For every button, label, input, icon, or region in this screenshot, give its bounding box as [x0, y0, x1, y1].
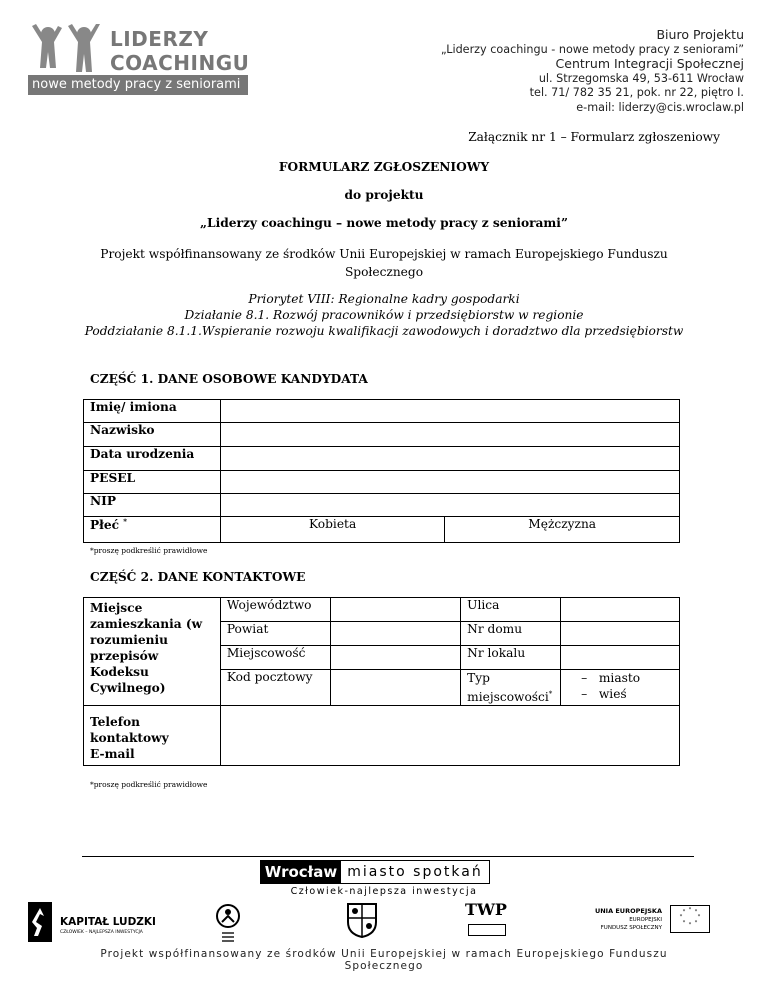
office-line: Centrum Integracji Społecznej [555, 56, 744, 72]
svg-text:*: * [694, 920, 698, 926]
cis-logo-icon [214, 902, 244, 946]
contact-data-table [83, 597, 680, 766]
svg-text:*: * [688, 922, 692, 928]
kapital-title: KAPITAŁ LUDZKI [60, 916, 156, 928]
surname-field[interactable] [220, 423, 679, 447]
footer-divider [82, 856, 694, 857]
first-name-field[interactable] [220, 400, 679, 423]
project-name: „Liderzy coachingu – nowe metody pracy z seniorami” [200, 216, 568, 230]
priority-block [60, 291, 708, 339]
office-line: tel. 71/ 782 35 21, pok. nr 22, piętro I. [529, 86, 744, 100]
house-number-field[interactable] [561, 622, 680, 646]
spotkan-word: miasto spotkań [347, 864, 483, 880]
priority-line: Działanie 8.1. Rozwój pracowników i przedsiębiorstw w regionie [184, 308, 584, 322]
street-field[interactable] [561, 598, 680, 622]
form-title: FORMULARZ ZGŁOSZENIOWY [278, 160, 490, 174]
gender-option-female[interactable]: Kobieta [220, 517, 445, 543]
eu-logo [582, 905, 722, 941]
personal-data-table [83, 399, 680, 543]
field-label: Nr lokalu [461, 646, 561, 670]
priority-line: Poddziałanie 8.1.1.Wspieranie rozwoju kwalifikacji zawodowych i doradztwo dla przedsiębiorstw [84, 324, 684, 338]
eu-flag-icon [670, 905, 710, 933]
email-label: E-mail [90, 747, 135, 762]
kapital-ludzki-logo [28, 900, 178, 944]
type-label: Typ miejscowości [467, 671, 549, 705]
field-label: Imię/ imiona [84, 400, 221, 423]
logo-tagline: nowe metody pracy z seniorami [28, 75, 248, 95]
wroclaw-word: Wrocław [261, 861, 341, 883]
twp-logo [464, 900, 508, 944]
attachment-label: Załącznik nr 1 – Formularz zgłoszeniowy [468, 130, 720, 144]
field-label: PESEL [84, 471, 221, 494]
office-line: ul. Strzegomska 49, 53-611 Wrocław [538, 71, 744, 85]
pesel-field[interactable] [220, 471, 679, 494]
field-label: Miejscowość [220, 646, 330, 670]
section2-note: *proszę podkreślić prawidłowe [90, 780, 208, 789]
office-line: Biuro Projektu [656, 27, 744, 42]
office-address [414, 28, 744, 116]
wroclaw-crest-icon [346, 902, 378, 938]
office-line: e-mail: liderzy@cis.wroclaw.pl [576, 100, 744, 114]
project-logo [28, 22, 248, 94]
gender-mark: * [123, 517, 127, 526]
svg-text:*: * [679, 914, 683, 920]
voivodeship-field[interactable] [330, 598, 460, 622]
priority-line: Priorytet VIII: Regionalne kadry gospodarki [248, 292, 520, 306]
wroclaw-logo [260, 860, 490, 884]
field-label: Ulica [461, 598, 561, 622]
eu-sub1: EUROPEJSKI [629, 917, 662, 923]
logo-line1: LIDERZY [110, 27, 209, 51]
option-city-label: miasto [598, 671, 641, 685]
field-label: Kod pocztowy [220, 670, 330, 706]
field-label: NIP [84, 494, 221, 517]
field-label: Powiat [220, 622, 330, 646]
phone-email-field[interactable] [220, 706, 679, 766]
field-label: Data urodzenia [84, 447, 221, 471]
phone-email-cell [84, 706, 221, 766]
birth-date-field[interactable] [220, 447, 679, 471]
twp-book-icon [468, 924, 506, 936]
svg-text:*: * [682, 909, 686, 915]
eu-sub2: FUNDUSZ SPOŁECZNY [600, 925, 662, 931]
svg-text:*: * [694, 909, 698, 915]
type-label-cell [461, 670, 561, 706]
cofinance-text: Projekt współfinansowany ze środków Unii Europejskiej w ramach Europejskiego Funduszu Społecznego [100, 247, 668, 279]
svg-text:*: * [682, 920, 686, 926]
option-city[interactable]: – miasto [581, 671, 641, 685]
office-line: „Liderzy coachingu - nowe metody pracy z seniorami” [440, 42, 744, 56]
slogan: Człowiek-najlepsza inwestycja [290, 886, 478, 897]
gender-label-cell [84, 517, 221, 543]
section1-heading: CZĘŚĆ 1. DANE OSOBOWE KANDYDATA [90, 372, 368, 386]
settlement-type-options [561, 670, 680, 706]
type-mark: * [548, 690, 553, 698]
logo-line2: COACHINGU [110, 51, 250, 75]
apartment-field[interactable] [561, 646, 680, 670]
svg-text:*: * [697, 914, 701, 920]
county-field[interactable] [330, 622, 460, 646]
option-village[interactable]: – wieś [581, 687, 627, 701]
phone-label: Telefon kontaktowy [90, 715, 169, 746]
nip-field[interactable] [220, 494, 679, 517]
kapital-ludzki-icon [28, 902, 52, 942]
residence-label: Miejsce zamieszkania (w rozumieniu przepisów Kodeksu Cywilnego) [84, 598, 221, 706]
town-field[interactable] [330, 646, 460, 670]
section1-note: *proszę podkreślić prawidłowe [90, 546, 208, 555]
field-label: Nr domu [461, 622, 561, 646]
kapital-subtitle: CZŁOWIEK – NAJLEPSZA INWESTYCJA [60, 930, 143, 935]
svg-text:*: * [688, 907, 692, 913]
gender-option-male[interactable]: Mężczyzna [445, 517, 680, 543]
form-subtitle: do projektu [344, 188, 424, 202]
eu-title: UNIA EUROPEJSKA [594, 907, 662, 915]
option-village-label: wieś [598, 687, 627, 701]
field-label: Województwo [220, 598, 330, 622]
gender-label: Płeć [90, 518, 120, 533]
section2-heading: CZĘŚĆ 2. DANE KONTAKTOWE [90, 570, 306, 584]
footer-cofinance-text: Projekt współfinansowany ze środków Unii Europejskiej w ramach Europejskiego Funduszu Społecznego [100, 948, 668, 972]
postal-code-field[interactable] [330, 670, 460, 706]
field-label: Nazwisko [84, 423, 221, 447]
twp-text: TWP [465, 900, 507, 919]
